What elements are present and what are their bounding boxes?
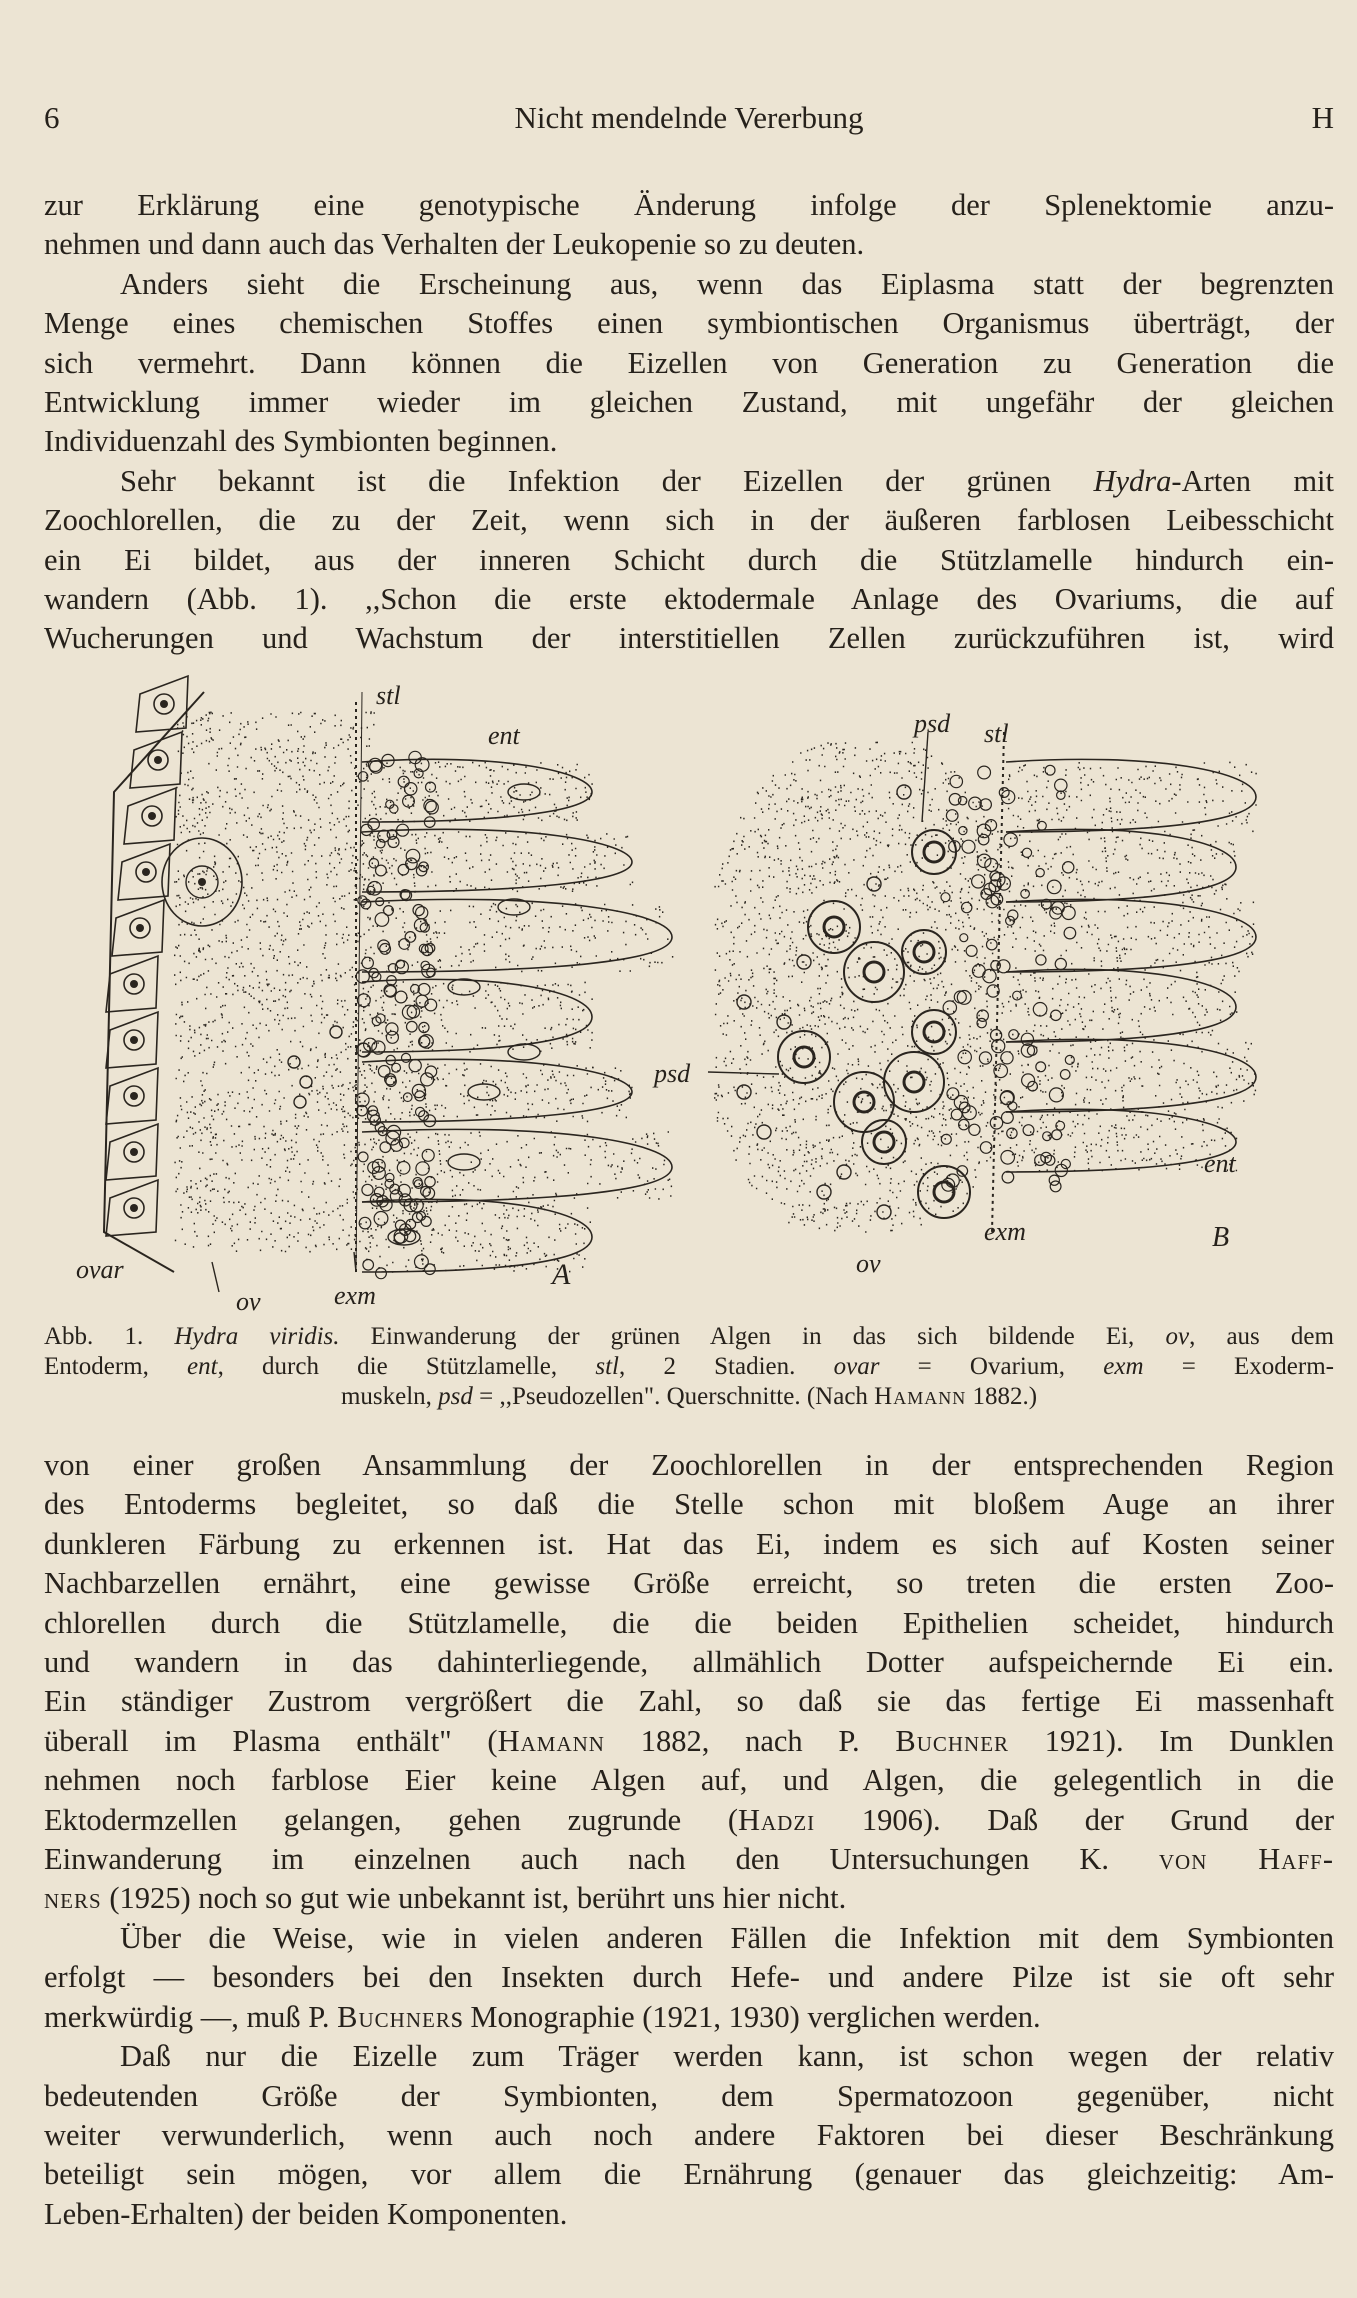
panel-b-drawing bbox=[708, 732, 1257, 1232]
label-b: B bbox=[1212, 1222, 1230, 1253]
text-line: Daß nur die Eizelle zum Träger werden kann, ist schon wegen der relativ bbox=[120, 2039, 1334, 2074]
text-line: ners (1925) noch so gut wie unbekannt ist, berührt uns hier nicht. bbox=[44, 1881, 847, 1916]
text-line: weiter verwunderlich, wenn auch noch andere Faktoren bei dieser Beschränkung bbox=[44, 2117, 1334, 2152]
text-line: Sehr bekannt ist die Infektion der Eizellen der grünen Hydra-Arten mit bbox=[120, 463, 1334, 498]
caption-line: Entoderm, ent, durch die Stützlamelle, stl, 2 Stadien. ovar = Ovarium, exm = Exoderm- bbox=[44, 1353, 1334, 1380]
text-line: wandern (Abb. 1). ,,Schon die erste ektodermale Anlage des Ovariums, die auf bbox=[44, 582, 1334, 617]
label-psd-top: psd bbox=[914, 709, 951, 738]
text-line: und wandern in das dahinterliegende, allmählich Dotter aufspeichernde Ei ein. bbox=[44, 1645, 1334, 1680]
running-title: Nicht mendelnde Vererbung bbox=[514, 100, 864, 135]
figure-hydra-cross-sections bbox=[44, 672, 1334, 1312]
text-line: von einer großen Ansammlung der Zoochlorellen in der entsprechenden Region bbox=[44, 1448, 1334, 1482]
text-line: Individuenzahl des Symbionten beginnen. bbox=[44, 424, 558, 459]
text-line: erfolgt — besonders bei den Insekten durch Hefe- und andere Pilze ist sie oft sehr bbox=[44, 1960, 1334, 1995]
text-line: Nachbarzellen ernährt, eine gewisse Größe erreicht, so treten die ersten Zoo- bbox=[44, 1566, 1334, 1601]
caption-line: muskeln, psd = ,,Pseudozellen". Querschnitte. (Nach Hamann 1882.) bbox=[340, 1383, 1038, 1410]
label-ov: ov bbox=[236, 1287, 261, 1312]
label-exm: exm bbox=[334, 1281, 376, 1310]
text-line: bedeutenden Größe der Symbionten, dem Spermatozoon gegenüber, nicht bbox=[44, 2078, 1334, 2113]
body-text-bottom bbox=[44, 1446, 1334, 2234]
text-line: Wucherungen und Wachstum der interstitiellen Zellen zurückzuführen ist, wird bbox=[44, 621, 1334, 656]
text-line: Leben-Erhalten) der beiden Komponenten. bbox=[44, 2196, 568, 2231]
text-line: merkwürdig —, muß P. Buchners Monographie (1921, 1930) verglichen werden. bbox=[44, 1999, 1041, 2034]
label-psd-left: psd bbox=[654, 1059, 691, 1088]
body-text-top bbox=[44, 186, 1334, 659]
figure-caption bbox=[44, 1322, 1334, 1412]
text-line: Entwicklung immer wieder im gleichen Zustand, mit ungefähr der gleichen bbox=[44, 385, 1334, 420]
text-line: beteiligt sein mögen, vor allem die Ernährung (genauer das gleichzeitig: Am- bbox=[44, 2157, 1334, 2192]
text-line: Über die Weise, wie in vielen anderen Fällen die Infektion mit dem Symbionten bbox=[120, 1920, 1334, 1955]
text-line: zur Erklärung eine genotypische Änderung infolge der Splenektomie anzu- bbox=[44, 188, 1334, 222]
text-line: des Entoderms begleitet, so daß die Stelle schon mit bloßem Auge an ihrer bbox=[44, 1487, 1334, 1522]
text-line: sich vermehrt. Dann können die Eizellen von Generation zu Generation die bbox=[44, 345, 1334, 380]
page-number: 6 bbox=[44, 100, 60, 135]
text-line: Anders sieht die Erscheinung aus, wenn das Eiplasma statt der begrenzten bbox=[120, 266, 1334, 301]
text-line: Menge eines chemischen Stoffes einen symbiontischen Organismus überträgt, der bbox=[44, 306, 1334, 341]
label-ent: ent bbox=[488, 721, 520, 750]
label-ovar: ovar bbox=[76, 1255, 124, 1284]
text-line: chlorellen durch die Stützlamelle, die die beiden Epithelien scheidet, hindurch bbox=[44, 1605, 1334, 1640]
caption-line: Abb. 1. Hydra viridis. Einwanderung der grünen Algen in das sich bildende Ei, ov, aus dem bbox=[44, 1323, 1334, 1350]
label-ent-b: ent bbox=[1204, 1149, 1236, 1178]
section-letter: H bbox=[1311, 100, 1334, 135]
label-stl-b: stl bbox=[984, 719, 1009, 748]
text-line: Ein ständiger Zustrom vergrößert die Zahl, so daß sie das fertige Ei massenhaft bbox=[44, 1684, 1334, 1719]
label-stl: stl bbox=[376, 681, 401, 710]
panel-a-drawing bbox=[104, 676, 673, 1292]
text-line: Zoochlorellen, die zu der Zeit, wenn sich in der äußeren farblosen Leibesschicht bbox=[44, 503, 1334, 538]
text-line: nehmen und dann auch das Verhalten der Leukopenie so zu deuten. bbox=[44, 227, 865, 262]
text-line: dunkleren Färbung zu erkennen ist. Hat das Ei, indem es sich auf Kosten seiner bbox=[44, 1526, 1334, 1561]
text-line: überall im Plasma enthält" (Hamann 1882, nach P. Buchner 1921). Im Dunklen bbox=[44, 1723, 1334, 1758]
text-line: Ektodermzellen gelangen, gehen zugrunde (Hadzi 1906). Daß der Grund der bbox=[44, 1802, 1334, 1837]
text-line: ein Ei bildet, aus der inneren Schicht durch die Stützlamelle hindurch ein- bbox=[44, 542, 1334, 577]
text-line: nehmen noch farblose Eier keine Algen auf, und Algen, die gelegentlich in die bbox=[44, 1763, 1334, 1798]
label-a: A bbox=[552, 1258, 571, 1291]
text-line: Einwanderung im einzelnen auch nach den Untersuchungen K. von Haff- bbox=[44, 1842, 1334, 1877]
label-exm-b: exm bbox=[984, 1217, 1026, 1246]
label-ov-b: ov bbox=[856, 1249, 881, 1278]
running-header bbox=[44, 100, 1334, 146]
